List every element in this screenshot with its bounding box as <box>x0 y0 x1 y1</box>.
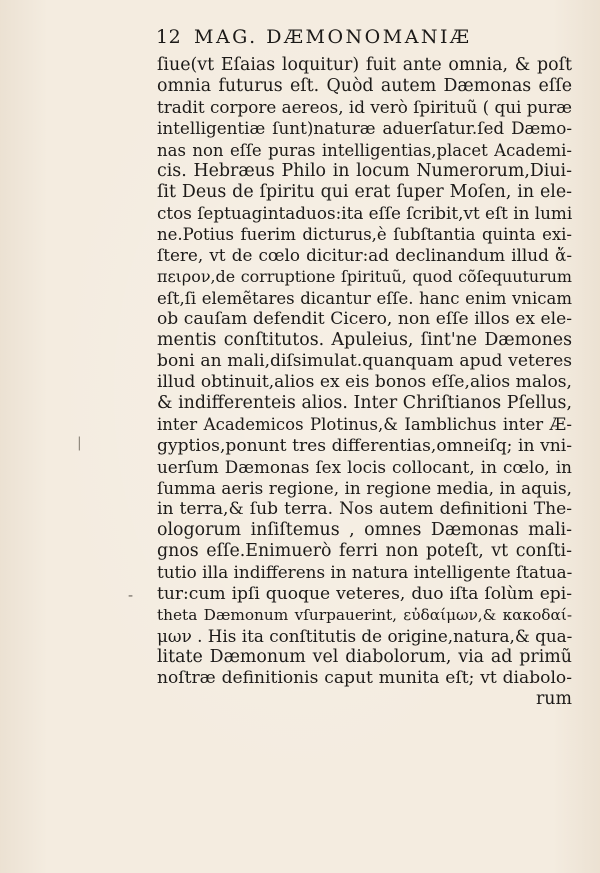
text-line: ſit Deus de ſpiritu qui erat ſuper Moſen, in ele- <box>157 181 572 202</box>
gutter-tick-mark: | <box>77 435 82 451</box>
text-line: gyptios,ponunt tres differentias,omneiſq; in vni- <box>157 435 572 456</box>
page-header <box>156 26 574 50</box>
running-head: MAG. DÆMONOMANIÆ <box>194 26 472 48</box>
text-line: tutio illa indifferens in natura intelligente ſtatua- <box>157 562 573 583</box>
text-line: ſiue(vt Eſaias loquitur) fuit ante omnia, & poſt <box>157 55 572 75</box>
catchword: rum <box>535 689 572 710</box>
text-line: ob cauſam defendit Cicero, non eſſe illos ex ele- <box>157 308 572 329</box>
text-line: & indifferenteis alios. Inter Chriſtianos Pſellus, <box>157 393 572 414</box>
text-line: uerſum Dæmonas ſex locis collocant, in cœlo, in <box>157 456 572 477</box>
text-line: litate Dæmonum vel diabolorum, via ad primũ <box>157 646 572 667</box>
text-line: intelligentiæ ſunt)naturæ aduerſatur.ſed Dæmo- <box>157 118 572 139</box>
text-line: ologorum inſiſtemus , omnes Dæmonas mali- <box>157 520 572 541</box>
text-line: mentis conſtitutos. Apuleius, ſint'ne Dæmones <box>157 329 572 350</box>
text-line: tradit corpore aereos, id verò ſpirituũ ( qui puræ <box>157 97 573 118</box>
text-line: ne.Potius fuerim dicturus,è ſubſtantia quinta exi- <box>157 225 572 245</box>
body-text <box>157 55 572 710</box>
text-line: tur:cum ipſi quoque veteres, duo iſta ſolùm epi- <box>157 583 572 604</box>
text-line: μων . His ita conſtitutis de origine,natura,& qua- <box>157 625 573 646</box>
text-line: ſtere, vt de cœlo dicitur:ad declinandum illud ἄ- <box>157 245 572 266</box>
text-line: in terra,& ſub terra. Nos autem definitioni The- <box>157 498 572 519</box>
margin-dash-mark: - <box>128 586 134 604</box>
text-line: πειρον,de corruptione ſpirituũ, quod cõſequuturum <box>157 267 572 287</box>
text-line: noſtræ definitionis caput munita eſt; vt diabolo- <box>157 668 572 689</box>
text-line: cis. Hebræus Philo in locum Numerorum,Diui- <box>157 160 572 181</box>
text-line: ſumma aeris regione, in regione media, in aquis, <box>157 477 572 498</box>
page-number: 12 <box>156 26 182 48</box>
text-line: theta Dæmonum vſurpauerint, εὐδαίμων,& κακοδαί- <box>157 605 572 624</box>
text-line: inter Academicos Plotinus,& Iamblichus inter Æ- <box>157 415 572 435</box>
text-line: nas non eſſe puras intelligentias,placet Academi- <box>157 140 572 160</box>
text-line: omnia futurus eſt. Quòd autem Dæmonas eſſe <box>157 76 572 97</box>
text-line: eſt,ſi elemẽtares dicantur eſſe. hanc enim vnicam <box>157 288 572 308</box>
text-line: illud obtinuit,alios ex eis bonos eſſe,alios malos, <box>157 372 572 393</box>
text-line: gnos eſſe.Enimuerò ferri non poteſt, vt conſti- <box>157 541 572 562</box>
text-line: ctos ſeptuagintaduos:ita eſſe ſcribit,vt eſt in lumi <box>157 202 573 223</box>
text-line: boni an mali,diſsimulat.quanquam apud veteres <box>157 350 572 371</box>
